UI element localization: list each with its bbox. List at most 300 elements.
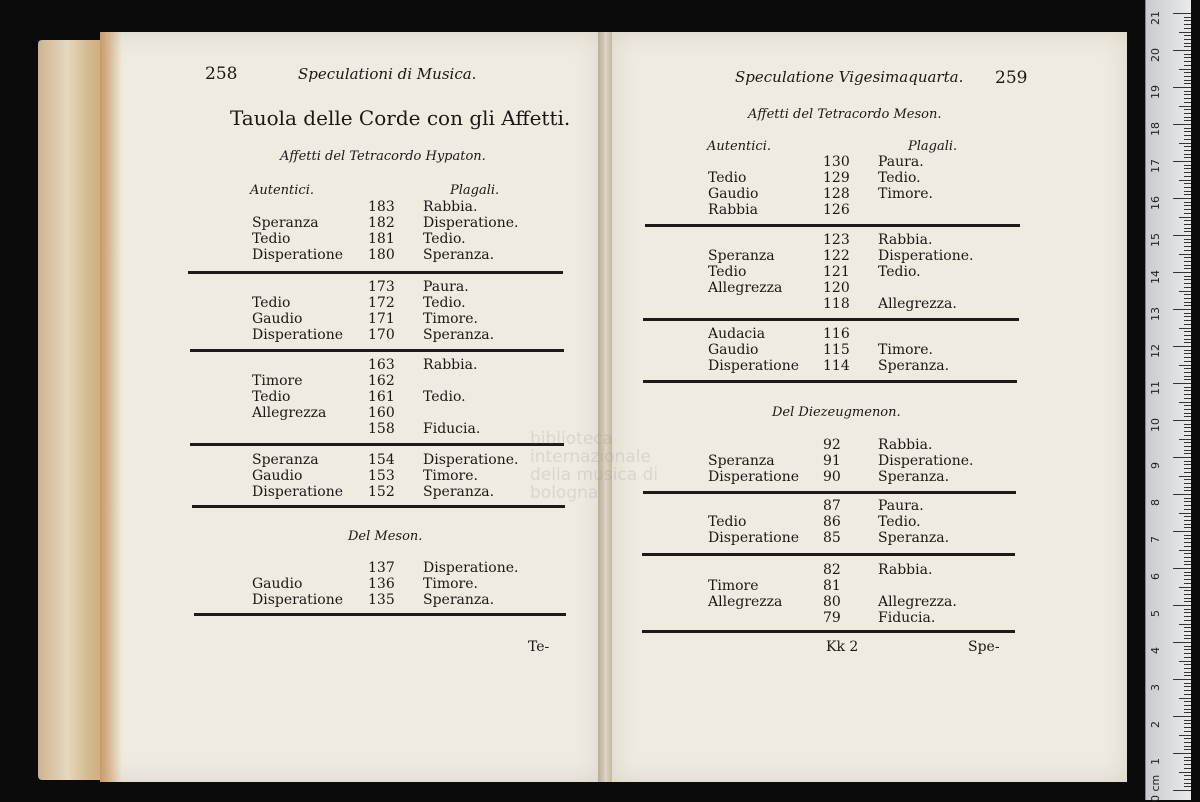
ruler-tick	[1184, 43, 1191, 44]
string-number-cell: 90	[823, 469, 841, 485]
autentici-cell: Disperatione	[252, 247, 344, 263]
ruler-tick	[1184, 579, 1191, 580]
string-number-cell: 80	[823, 594, 841, 610]
ruler-tick	[1184, 150, 1191, 151]
ruler-tick	[1184, 727, 1191, 728]
ruler-tick	[1184, 387, 1191, 388]
ruler-tick	[1184, 431, 1191, 432]
autentici-cell: Gaudio	[252, 468, 303, 484]
ruler-tick	[1184, 39, 1191, 40]
string-number-cell: 136	[368, 576, 395, 592]
string-number-cell: 86	[823, 514, 841, 530]
ruler-tick	[1184, 424, 1191, 425]
ruler-label: 16	[1149, 196, 1162, 210]
autentici-cell: Disperatione	[708, 358, 800, 374]
rule	[645, 224, 1020, 227]
ruler-tick	[1179, 513, 1191, 514]
plagali-cell: Disperatione.	[423, 560, 519, 576]
ruler-tick	[1184, 572, 1191, 573]
plagali-cell: Allegrezza.	[878, 594, 957, 610]
ruler-label: 13	[1149, 307, 1162, 321]
autentici-cell: Speranza	[252, 215, 319, 231]
ruler-label: 9	[1149, 462, 1162, 469]
autentici-cell: Tedio	[252, 295, 291, 311]
ruler-label: 6	[1149, 573, 1162, 580]
left-col-autentici: Autentici.	[250, 183, 315, 198]
autentici-cell: Tedio	[708, 514, 747, 530]
rule	[643, 318, 1019, 321]
ruler-tick	[1184, 390, 1191, 391]
library-watermark	[530, 429, 700, 503]
ruler-tick	[1184, 302, 1191, 303]
string-number-cell: 158	[368, 421, 395, 437]
ruler-tick	[1184, 564, 1191, 565]
plagali-cell: Rabbia.	[878, 562, 933, 578]
ruler-tick	[1184, 265, 1191, 266]
open-book	[30, 20, 1130, 785]
ruler-tick	[1184, 464, 1191, 465]
rule	[642, 630, 1015, 633]
string-number-cell: 162	[368, 373, 395, 389]
ruler-tick	[1173, 790, 1191, 791]
ruler-tick	[1179, 254, 1191, 255]
string-number-cell: 85	[823, 530, 841, 546]
ruler-tick	[1184, 664, 1191, 665]
right-subtitle: Affetti del Tetracordo Meson.	[748, 107, 942, 122]
ruler-tick	[1184, 213, 1191, 214]
ruler-tick	[1173, 642, 1191, 643]
ruler-label: 12	[1149, 344, 1162, 358]
ruler-tick	[1184, 442, 1191, 443]
plagali-cell: Rabbia.	[423, 199, 478, 215]
ruler-tick	[1184, 154, 1191, 155]
string-number-cell: 153	[368, 468, 395, 484]
ruler-tick	[1184, 487, 1191, 488]
ruler-tick	[1184, 561, 1191, 562]
ruler-tick	[1184, 135, 1191, 136]
string-number-cell: 161	[368, 389, 395, 405]
ruler-tick	[1184, 690, 1191, 691]
rule	[190, 443, 564, 446]
ruler-tick	[1184, 72, 1191, 73]
ruler-tick	[1184, 183, 1191, 184]
ruler-tick	[1184, 779, 1191, 780]
ruler-tick	[1184, 627, 1191, 628]
string-number-cell: 135	[368, 592, 395, 608]
ruler-tick	[1184, 409, 1191, 410]
ruler-tick	[1184, 405, 1191, 406]
string-number-cell: 130	[823, 154, 850, 170]
ruler-tick	[1184, 509, 1191, 510]
ruler-tick	[1184, 361, 1191, 362]
plagali-cell: Fiducia.	[423, 421, 481, 437]
ruler-tick	[1179, 180, 1191, 181]
ruler-tick	[1184, 768, 1191, 769]
ruler-tick	[1173, 309, 1191, 310]
autentici-cell: Allegrezza	[252, 405, 327, 421]
ruler-tick	[1184, 668, 1191, 669]
ruler-label: 3	[1149, 684, 1162, 691]
ruler-tick	[1173, 235, 1191, 236]
ruler-tick	[1184, 649, 1191, 650]
autentici-cell: Gaudio	[252, 311, 303, 327]
ruler-tick	[1184, 113, 1191, 114]
left-page-number: 258	[205, 64, 238, 84]
plagali-cell: Paura.	[878, 154, 924, 170]
ruler-tick	[1184, 394, 1191, 395]
ruler-tick	[1179, 439, 1191, 440]
plagali-cell: Disperatione.	[423, 452, 519, 468]
left-col-plagali: Plagali.	[450, 183, 500, 198]
ruler-tick	[1184, 224, 1191, 225]
string-number-cell: 172	[368, 295, 395, 311]
string-number-cell: 160	[368, 405, 395, 421]
ruler-label: 0 cm	[1149, 774, 1162, 802]
ruler-tick	[1184, 742, 1191, 743]
ruler-tick	[1173, 457, 1191, 458]
ruler-tick	[1184, 368, 1191, 369]
ruler-tick	[1184, 20, 1191, 21]
plagali-cell: Speranza.	[423, 247, 495, 263]
string-number-cell: 173	[368, 279, 395, 295]
ruler-tick	[1184, 246, 1191, 247]
ruler-tick	[1184, 117, 1191, 118]
ruler-tick	[1173, 531, 1191, 532]
ruler-tick	[1184, 176, 1191, 177]
autentici-cell: Disperatione	[708, 530, 800, 546]
ruler-tick	[1184, 261, 1191, 262]
autentici-cell: Allegrezza	[708, 280, 783, 296]
ruler-tick	[1184, 220, 1191, 221]
rule	[188, 271, 563, 274]
right-signature: Kk 2	[826, 639, 859, 655]
autentici-cell: Audacia	[708, 326, 766, 342]
plagali-cell: Tedio.	[423, 231, 466, 247]
ruler-tick	[1184, 61, 1191, 62]
ruler-tick	[1184, 483, 1191, 484]
ruler-tick	[1184, 228, 1191, 229]
autentici-cell: Disperatione	[252, 484, 344, 500]
ruler-label: 20	[1149, 48, 1162, 62]
ruler-tick	[1184, 35, 1191, 36]
ruler-tick	[1184, 416, 1191, 417]
ruler-tick	[1184, 646, 1191, 647]
ruler-tick	[1184, 683, 1191, 684]
ruler-tick	[1184, 516, 1191, 517]
rule	[192, 505, 565, 508]
ruler-tick	[1184, 131, 1191, 132]
ruler-tick	[1184, 320, 1191, 321]
autentici-cell: Tedio	[708, 170, 747, 186]
ruler-tick	[1179, 143, 1191, 144]
ruler-tick	[1184, 187, 1191, 188]
string-number-cell: 137	[368, 560, 395, 576]
ruler-tick	[1184, 453, 1191, 454]
plagali-cell: Speranza.	[878, 530, 950, 546]
ruler-tick	[1184, 120, 1191, 121]
ruler-tick	[1173, 13, 1191, 14]
ruler-tick	[1184, 305, 1191, 306]
ruler-tick	[1184, 17, 1191, 18]
string-number-cell: 118	[823, 296, 850, 312]
ruler-tick	[1173, 568, 1191, 569]
ruler-tick	[1184, 46, 1191, 47]
ruler-tick	[1184, 675, 1191, 676]
plagali-cell: Paura.	[423, 279, 469, 295]
ruler-tick	[1184, 80, 1191, 81]
left-subtitle: Affetti del Tetracordo Hypaton.	[280, 149, 486, 164]
ruler-tick	[1184, 209, 1191, 210]
ruler-tick	[1184, 316, 1191, 317]
ruler-tick	[1173, 198, 1191, 199]
ruler-tick	[1184, 783, 1191, 784]
ruler-tick	[1173, 420, 1191, 421]
right-col-autentici: Autentici.	[707, 139, 772, 154]
ruler-tick	[1184, 102, 1191, 103]
ruler-tick	[1184, 468, 1191, 469]
string-number-cell: 116	[823, 326, 850, 342]
ruler-tick	[1184, 746, 1191, 747]
ruler-tick	[1184, 331, 1191, 332]
ruler-tick	[1184, 535, 1191, 536]
rule	[190, 349, 564, 352]
ruler-tick	[1184, 139, 1191, 140]
ruler-tick	[1184, 172, 1191, 173]
plagali-cell: Timore.	[878, 342, 933, 358]
ruler-label: 5	[1149, 610, 1162, 617]
plagali-cell: Tedio.	[878, 514, 921, 530]
ruler-tick	[1184, 165, 1191, 166]
string-number-cell: 128	[823, 186, 850, 202]
rule	[642, 553, 1015, 556]
ruler-tick	[1184, 575, 1191, 576]
ruler-tick	[1173, 494, 1191, 495]
ruler-tick	[1179, 365, 1191, 366]
string-number-cell: 154	[368, 452, 395, 468]
ruler-tick	[1184, 546, 1191, 547]
ruler-tick	[1184, 250, 1191, 251]
plagali-cell: Tedio.	[423, 295, 466, 311]
autentici-cell: Tedio	[708, 264, 747, 280]
ruler-label: 17	[1149, 159, 1162, 173]
plagali-cell: Timore.	[423, 311, 478, 327]
string-number-cell: 183	[368, 199, 395, 215]
autentici-cell: Speranza	[252, 452, 319, 468]
plagali-cell: Tedio.	[423, 389, 466, 405]
ruler-tick	[1173, 161, 1191, 162]
ruler-tick	[1184, 24, 1191, 25]
ruler-tick	[1173, 272, 1191, 273]
plagali-cell: Disperatione.	[423, 215, 519, 231]
string-number-cell: 171	[368, 311, 395, 327]
ruler-label: 4	[1149, 647, 1162, 654]
ruler-tick	[1179, 217, 1191, 218]
ruler-tick	[1184, 527, 1191, 528]
string-number-cell: 82	[823, 562, 841, 578]
ruler-tick	[1184, 590, 1191, 591]
ruler-tick	[1184, 557, 1191, 558]
ruler-tick	[1184, 620, 1191, 621]
string-number-cell: 163	[368, 357, 395, 373]
ruler-tick	[1184, 612, 1191, 613]
ruler-tick	[1184, 83, 1191, 84]
string-number-cell: 129	[823, 170, 850, 186]
ruler-tick	[1179, 69, 1191, 70]
ruler-tick	[1184, 205, 1191, 206]
plagali-cell: Speranza.	[878, 358, 950, 374]
string-number-cell: 152	[368, 484, 395, 500]
plagali-cell: Rabbia.	[423, 357, 478, 373]
ruler-tick	[1184, 109, 1191, 110]
ruler-tick	[1184, 709, 1191, 710]
plagali-cell: Timore.	[423, 576, 478, 592]
ruler-tick	[1184, 749, 1191, 750]
ruler-tick	[1184, 372, 1191, 373]
autentici-cell: Disperatione	[252, 592, 344, 608]
ruler-label: 18	[1149, 122, 1162, 136]
ruler-tick	[1184, 379, 1191, 380]
right-running-head: Speculatione Vigesimaquarta.	[735, 68, 964, 86]
plagali-cell: Allegrezza.	[878, 296, 957, 312]
plagali-cell: Tedio.	[878, 170, 921, 186]
ruler-tick	[1184, 91, 1191, 92]
ruler-tick	[1173, 753, 1191, 754]
string-number-cell: 182	[368, 215, 395, 231]
ruler-tick	[1184, 168, 1191, 169]
ruler-tick	[1184, 335, 1191, 336]
watermark-line: della musica di	[530, 465, 659, 485]
right-section-diezeugmenon: Del Diezeugmenon.	[772, 405, 901, 420]
ruler-tick	[1184, 287, 1191, 288]
ruler-tick	[1179, 550, 1191, 551]
string-number-cell: 180	[368, 247, 395, 263]
ruler-tick	[1184, 764, 1191, 765]
ruler-tick	[1184, 128, 1191, 129]
autentici-cell: Disperatione	[252, 327, 344, 343]
ruler-tick	[1179, 735, 1191, 736]
ruler-tick	[1184, 268, 1191, 269]
ruler-tick	[1184, 686, 1191, 687]
string-number-cell: 87	[823, 498, 841, 514]
ruler-tick	[1184, 376, 1191, 377]
measuring-ruler	[1145, 0, 1191, 800]
ruler-tick	[1173, 383, 1191, 384]
plagali-cell: Timore.	[878, 186, 933, 202]
ruler-tick	[1184, 202, 1191, 203]
ruler-tick	[1184, 450, 1191, 451]
ruler-tick	[1179, 476, 1191, 477]
left-section-meson: Del Meson.	[348, 529, 423, 544]
ruler-tick	[1184, 191, 1191, 192]
ruler-tick	[1173, 87, 1191, 88]
string-number-cell: 114	[823, 358, 850, 374]
ruler-tick	[1173, 50, 1191, 51]
ruler-tick	[1184, 786, 1191, 787]
right-col-plagali: Plagali.	[908, 139, 958, 154]
ruler-tick	[1184, 757, 1191, 758]
string-number-cell: 181	[368, 231, 395, 247]
ruler-tick	[1173, 679, 1191, 680]
watermark-line: bologna	[530, 483, 599, 503]
ruler-tick	[1184, 760, 1191, 761]
left-catchword: Te-	[528, 639, 550, 655]
ruler-tick	[1184, 738, 1191, 739]
ruler-tick	[1184, 65, 1191, 66]
ruler-tick	[1184, 594, 1191, 595]
ruler-tick	[1184, 672, 1191, 673]
string-number-cell: 92	[823, 437, 841, 453]
autentici-cell: Tedio	[252, 231, 291, 247]
ruler-tick	[1184, 635, 1191, 636]
ruler-tick	[1179, 624, 1191, 625]
plagali-cell: Disperatione.	[878, 453, 974, 469]
ruler-tick	[1184, 775, 1191, 776]
ruler-tick	[1184, 598, 1191, 599]
ruler-tick	[1184, 283, 1191, 284]
string-number-cell: 126	[823, 202, 850, 218]
ruler-tick	[1173, 124, 1191, 125]
ruler-tick	[1184, 538, 1191, 539]
ruler-tick	[1184, 350, 1191, 351]
table-title: Tauola delle Corde con gli Affetti.	[230, 106, 571, 130]
ruler-tick	[1184, 76, 1191, 77]
autentici-cell: Speranza	[708, 453, 775, 469]
ruler-label: 15	[1149, 233, 1162, 247]
plagali-cell: Tedio.	[878, 264, 921, 280]
plagali-cell: Speranza.	[423, 592, 495, 608]
string-number-cell: 170	[368, 327, 395, 343]
rule	[643, 380, 1017, 383]
ruler-tick	[1184, 723, 1191, 724]
ruler-tick	[1184, 242, 1191, 243]
plagali-cell: Timore.	[423, 468, 478, 484]
rule	[194, 613, 566, 616]
ruler-tick	[1173, 716, 1191, 717]
left-margin-stain	[100, 32, 122, 782]
ruler-tick	[1184, 353, 1191, 354]
ruler-tick	[1184, 705, 1191, 706]
plagali-cell: Paura.	[878, 498, 924, 514]
ruler-tick	[1173, 346, 1191, 347]
right-catchword: Spe-	[968, 639, 1000, 655]
ruler-tick	[1179, 698, 1191, 699]
ruler-tick	[1184, 294, 1191, 295]
ruler-tick	[1184, 609, 1191, 610]
ruler-tick	[1184, 194, 1191, 195]
string-number-cell: 123	[823, 232, 850, 248]
plagali-cell: Speranza.	[878, 469, 950, 485]
string-number-cell: 91	[823, 453, 841, 469]
ruler-tick	[1184, 638, 1191, 639]
ruler-tick	[1184, 357, 1191, 358]
string-number-cell: 121	[823, 264, 850, 280]
autentici-cell: Gaudio	[708, 186, 759, 202]
ruler-tick	[1179, 32, 1191, 33]
plagali-cell: Rabbia.	[878, 437, 933, 453]
ruler-tick	[1184, 524, 1191, 525]
autentici-cell: Allegrezza	[708, 594, 783, 610]
ruler-tick	[1184, 583, 1191, 584]
ruler-tick	[1184, 657, 1191, 658]
ruler-label: 7	[1149, 536, 1162, 543]
autentici-cell: Timore	[252, 373, 303, 389]
ruler-tick	[1184, 720, 1191, 721]
ruler-tick	[1184, 239, 1191, 240]
autentici-cell: Speranza	[708, 248, 775, 264]
ruler-label: 8	[1149, 499, 1162, 506]
autentici-cell: Gaudio	[708, 342, 759, 358]
ruler-tick	[1179, 587, 1191, 588]
